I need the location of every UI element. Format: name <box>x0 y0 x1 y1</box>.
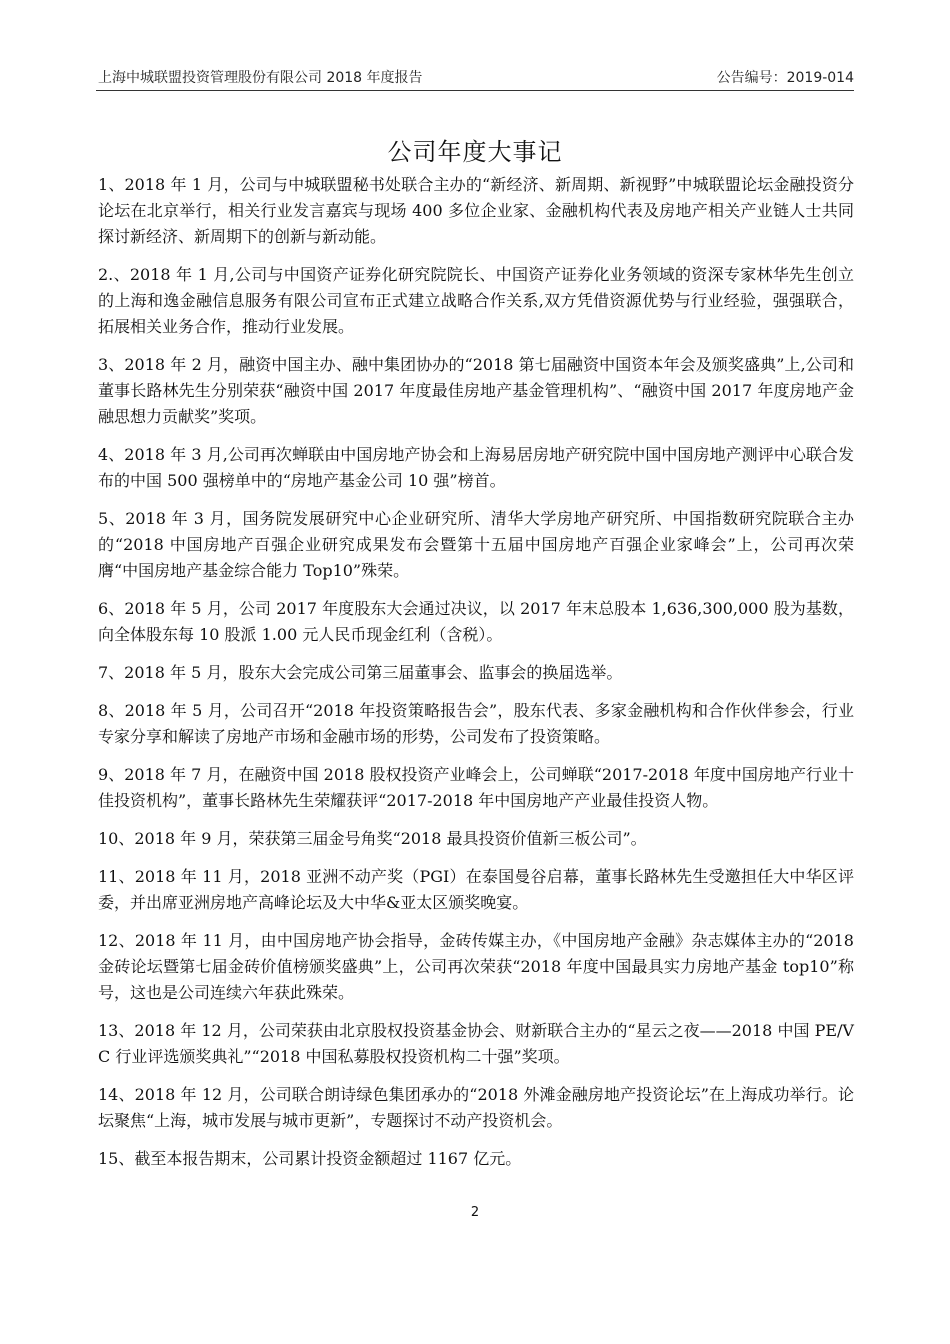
event-item-10: 10、2018 年 9 月，荣获第三届金号角奖“2018 最具投资价值新三板公司”。 <box>98 829 647 848</box>
header-company-report: 上海中城联盟投资管理股份有限公司 2018 年度报告 <box>98 70 423 86</box>
header-divider <box>96 90 854 91</box>
event-item-6: 6、2018 年 5 月，公司 2017 年度股东大会通过决议，以 2017 年末总股本 1,636,300,000 股为基数，向全体股东每 10 股派 1.00 元人民币现金红利（含税）。 <box>98 599 854 644</box>
event-item-15: 15、截至本报告期末，公司累计投资金额超过 1167 亿元。 <box>98 1149 522 1168</box>
event-item-8: 8、2018 年 5 月，公司召开“2018 年投资策略报告会”，股东代表、多家金融机构和合作伙伴参会，行业专家分享和解读了房地产市场和金融市场的形势，公司发布了投资策略。 <box>98 701 854 746</box>
event-item-13: 13、2018 年 12 月，公司荣获由北京股权投资基金协会、财新联合主办的“星云之夜——2018 中国 PE/VC 行业评选颁奖典礼”“2018 中国私募股权投资机构二十强”奖项。 <box>98 1021 854 1066</box>
event-item-14: 14、2018 年 12 月，公司联合朗诗绿色集团承办的“2018 外滩金融房地产投资论坛”在上海成功举行。论坛聚焦“上海，城市发展与城市更新”，专题探讨不动产投资机会。 <box>98 1085 854 1130</box>
event-item-5: 5、2018 年 3 月，国务院发展研究中心企业研究所、清华大学房地产研究所、中国指数研究院联合主办的“2018 中国房地产百强企业研究成果发布会暨第十五届中国房地产百强企业家峰会”上，公司再次荣膺“中国房地产基金综合能力 Top10”殊荣。 <box>98 509 854 580</box>
events-list <box>98 172 854 1184</box>
event-item-1: 1、2018 年 1 月，公司与中城联盟秘书处联合主办的“新经济、新周期、新视野”中城联盟论坛金融投资分论坛在北京举行，相关行业发言嘉宾与现场 400 多位企业家、金融机构代表及房地产相关产业链人士共同探讨新经济、新周期下的创新与新动能。 <box>98 175 854 246</box>
event-item-4: 4、2018 年 3 月,公司再次蝉联由中国房地产协会和上海易居房地产研究院中国中国房地产测评中心联合发布的中国 500 强榜单中的“房地产基金公司 10 强”榜首。 <box>98 445 854 490</box>
header-announcement-number: 公告编号：2019-014 <box>716 70 854 86</box>
event-item-11: 11、2018 年 11 月，2018 亚洲不动产奖（PGI）在泰国曼谷启幕，董事长路林先生受邀担任大中华区评委，并出席亚洲房地产高峰论坛及大中华&亚太区颁奖晚宴。 <box>98 867 854 912</box>
event-item-9: 9、2018 年 7 月，在融资中国 2018 股权投资产业峰会上，公司蝉联“2017-2018 年度中国房地产行业十佳投资机构”，董事长路林先生荣耀获评“2017-2018 年中国房地产产业最佳投资人物。 <box>98 765 854 810</box>
event-item-2: 2.、2018 年 1 月,公司与中国资产证券化研究院院长、中国资产证券化业务领域的资深专家林华先生创立的上海和逸金融信息服务有限公司宣布正式建立战略合作关系,双方凭借资源优势与行业经验，强强联合，拓展相关业务合作，推动行业发展。 <box>98 265 854 336</box>
event-item-7: 7、2018 年 5 月，股东大会完成公司第三届董事会、监事会的换届选举。 <box>98 663 623 682</box>
event-item-3: 3、2018 年 2 月，融资中国主办、融中集团协办的“2018 第七届融资中国资本年会及颁奖盛典”上,公司和董事长路林先生分别荣获“融资中国 2017 年度最佳房地产基金管理机构”、“融资中国 2017 年度房地产金融思想力贡献奖”奖项。 <box>98 355 854 426</box>
page-number: 2 <box>470 1205 480 1220</box>
event-item-12: 12、2018 年 11 月，由中国房地产协会指导，金砖传媒主办，《中国房地产金融》杂志媒体主办的“2018 金砖论坛暨第七届金砖价值榜颁奖盛典”上，公司再次荣获“2018 年度中国最具实力房地产基金 top10”称号，这也是公司连续六年获此殊荣。 <box>98 931 854 1002</box>
page-title: 公司年度大事记 <box>387 138 563 166</box>
